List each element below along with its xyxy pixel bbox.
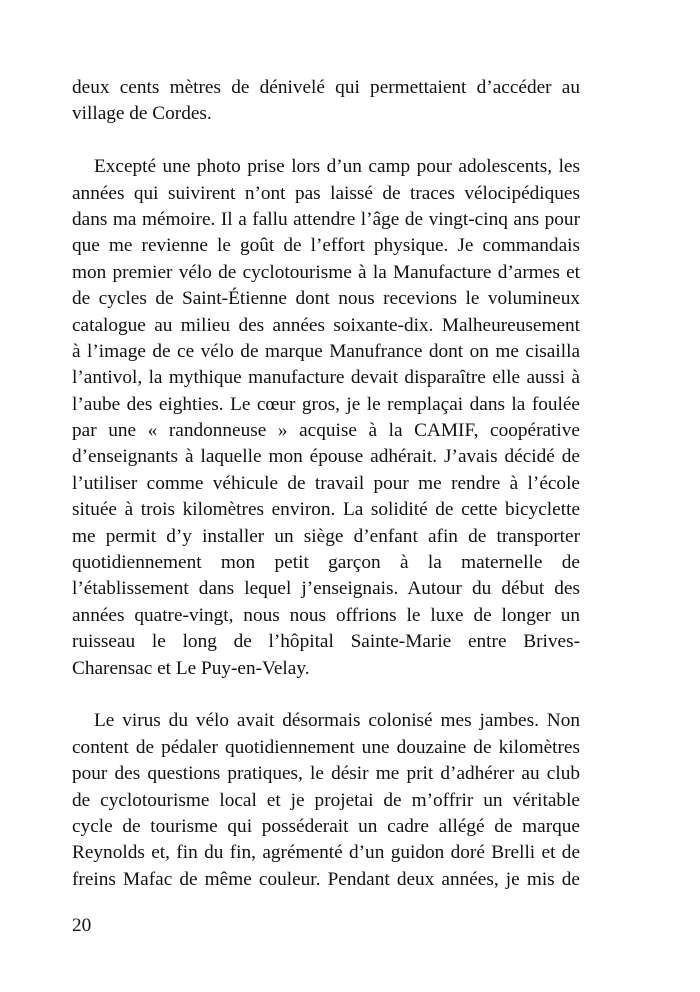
text-line: catalogue au milieu des années soixante-dix. Malheureusement xyxy=(72,314,580,336)
text-line: Excepté une photo prise lors d’un camp pour adolescents, les xyxy=(94,156,580,178)
page-body-text xyxy=(72,75,580,920)
paragraph xyxy=(72,154,580,682)
text-line: de cycles de Saint-Étienne dont nous recevions le volumineux xyxy=(72,288,580,310)
text-line: mon premier vélo de cyclotourisme à la Manufacture d’armes et xyxy=(72,261,580,283)
text-line: pour des questions pratiques, le désir me prit d’adhérer au club xyxy=(72,763,580,785)
text-line: à l’image de ce vélo de marque Manufrance dont on me cisailla xyxy=(72,340,580,362)
text-line: quotidiennement mon petit garçon à la maternelle de xyxy=(72,552,580,574)
text-line: dans ma mémoire. Il a fallu attendre l’âge de vingt-cinq ans pour xyxy=(72,208,580,230)
text-line: l’aube des eighties. Le cœur gros, je le remplaçai dans la foulée xyxy=(72,393,580,415)
text-line: années qui suivirent n’ont pas laissé de traces vélocipédiques xyxy=(72,182,580,204)
text-line: l’antivol, la mythique manufacture devait disparaître elle aussi à xyxy=(72,367,580,389)
text-line: d’enseignants à laquelle mon épouse adhérait. J’avais décidé de xyxy=(72,446,580,468)
text-line: village de Cordes. xyxy=(72,103,212,125)
text-line: content de pédaler quotidiennement une douzaine de kilomètres xyxy=(72,736,580,758)
text-line: située à trois kilomètres environ. La solidité de cette bicyclette xyxy=(72,499,580,521)
text-line: l’utiliser comme véhicule de travail pour me rendre à l’école xyxy=(72,472,580,494)
text-line: cycle de tourisme qui posséderait un cadre allégé de marque xyxy=(72,815,580,837)
text-line: de cyclotourisme local et je projetai de m’offrir un véritable xyxy=(72,789,580,811)
page-number: 20 xyxy=(72,915,92,936)
paragraph xyxy=(72,708,580,893)
text-line: que me revienne le goût de l’effort physique. Je commandais xyxy=(72,235,580,257)
text-line: deux cents mètres de dénivelé qui permettaient d’accéder au xyxy=(72,77,580,98)
text-line: années quatre-vingt, nous nous offrions le luxe de longer un xyxy=(72,604,580,626)
text-line: l’établissement dans lequel j’enseignais. Autour du début des xyxy=(72,578,580,600)
text-line: Reynolds et, fin du fin, agrémenté d’un guidon doré Brelli et de xyxy=(72,842,580,864)
text-line: freins Mafac de même couleur. Pendant deux années, je mis de xyxy=(72,868,580,890)
text-line: me permit d’y installer un siège d’enfant afin de transporter xyxy=(72,525,580,547)
text-line: Charensac et Le Puy-en-Velay. xyxy=(72,657,310,679)
text-line: ruisseau le long de l’hôpital Sainte-Marie entre Brives- xyxy=(72,631,580,653)
text-line: par une « randonneuse » acquise à la CAMIF, coopérative xyxy=(72,420,580,442)
paragraph xyxy=(72,75,580,128)
text-line: Le virus du vélo avait désormais colonisé mes jambes. Non xyxy=(94,710,580,732)
